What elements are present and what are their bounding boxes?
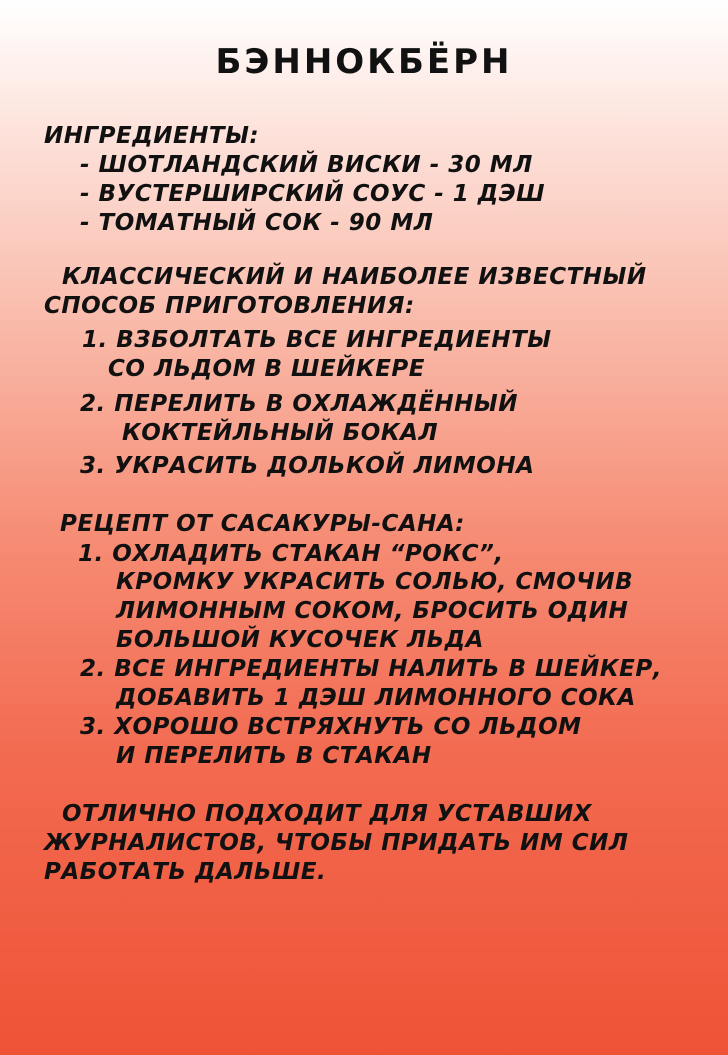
classic-step: 2. ПЕРЕЛИТЬ В ОХЛАЖДЁННЫЙ xyxy=(80,391,519,417)
ingredient-item: - ТОМАТНЫЙ СОК - 90 МЛ xyxy=(80,210,434,236)
classic-step: СО ЛЬДОМ В ШЕЙКЕРЕ xyxy=(108,356,425,382)
sasakura-step: 1. ОХЛАДИТЬ СТАКАН “РОКС”, xyxy=(78,541,504,567)
classic-step: 3. УКРАСИТЬ ДОЛЬКОЙ ЛИМОНА xyxy=(80,453,535,479)
ingredients-heading: ИНГРЕДИЕНТЫ: xyxy=(44,123,260,149)
classic-step: КОКТЕЙЛЬНЫЙ БОКАЛ xyxy=(122,420,439,446)
classic-heading: КЛАССИЧЕСКИЙ И НАИБОЛЕЕ ИЗВЕСТНЫЙ xyxy=(62,264,647,290)
sasakura-step: БОЛЬШОЙ КУСОЧЕК ЛЬДА xyxy=(116,627,484,653)
sasakura-step: И ПЕРЕЛИТЬ В СТАКАН xyxy=(116,743,432,769)
sasakura-step: 3. ХОРОШО ВСТРЯХНУТЬ СО ЛЬДОМ xyxy=(80,714,582,740)
sasakura-step: ЛИМОННЫМ СОКОМ, БРОСИТЬ ОДИН xyxy=(116,598,629,624)
sasakura-step: 2. ВСЕ ИНГРЕДИЕНТЫ НАЛИТЬ В ШЕЙКЕР, xyxy=(80,656,662,682)
ingredient-item: - ШОТЛАНДСКИЙ ВИСКИ - 30 МЛ xyxy=(80,152,533,178)
ingredient-item: - ВУСТЕРШИРСКИЙ СОУС - 1 ДЭШ xyxy=(80,181,546,207)
footer-note: ОТЛИЧНО ПОДХОДИТ ДЛЯ УСТАВШИХ xyxy=(62,801,592,827)
footer-note: ЖУРНАЛИСТОВ, ЧТОБЫ ПРИДАТЬ ИМ СИЛ xyxy=(44,830,629,856)
sasakura-step: ДОБАВИТЬ 1 ДЭШ ЛИМОННОГО СОКА xyxy=(116,685,636,711)
footer-note: РАБОТАТЬ ДАЛЬШЕ. xyxy=(44,859,327,885)
classic-step: 1. ВЗБОЛТАТЬ ВСЕ ИНГРЕДИЕНТЫ xyxy=(82,327,552,353)
sasakura-step: КРОМКУ УКРАСИТЬ СОЛЬЮ, СМОЧИВ xyxy=(116,569,634,595)
sasakura-heading: РЕЦЕПТ ОТ САСАКУРЫ-САНА: xyxy=(60,511,465,537)
classic-heading: СПОСОБ ПРИГОТОВЛЕНИЯ: xyxy=(44,293,415,319)
page-title: БЭННОКБЁРН xyxy=(215,42,513,82)
